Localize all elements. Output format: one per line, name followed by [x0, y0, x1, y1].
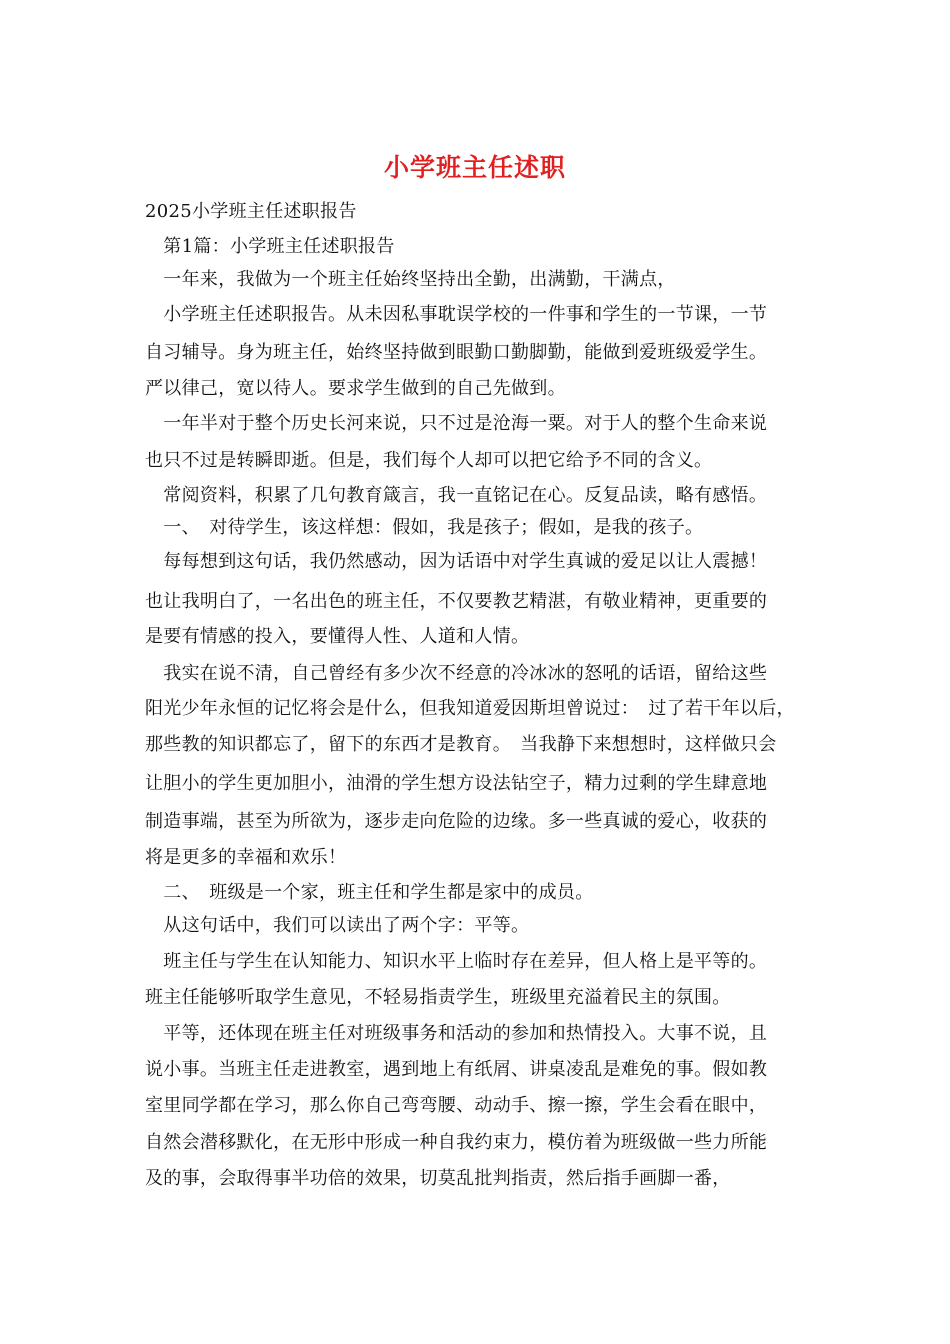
- body-line: 自习辅导。身为班主任，始终坚持做到眼勤口勤脚勤，能做到爱班级爱学生。: [145, 342, 768, 363]
- body-line: 也让我明白了，一名出色的班主任，不仅要教艺精湛，有敬业精神，更重要的: [145, 591, 768, 612]
- body-line: 严以律己，宽以待人。要求学生做到的自己先做到。: [145, 378, 566, 399]
- body-line: 从这句话中，我们可以读出了两个字：平等。: [145, 915, 530, 936]
- body-line: 将是更多的幸福和欢乐！: [145, 847, 347, 868]
- body-line: 我实在说不清，自己曾经有多少次不经意的冷冰冰的怒吼的话语，留给这些: [145, 663, 768, 684]
- body-line: 班主任能够听取学生意见，不轻易指责学生，班级里充溢着民主的氛围。: [145, 987, 731, 1008]
- body-line: 制造事端，甚至为所欲为，逐步走向危险的边缘。多一些真诚的爱心，收获的: [145, 811, 768, 832]
- body-line: 及的事，会取得事半功倍的效果，切莫乱批判指责，然后指手画脚一番，: [145, 1168, 731, 1189]
- body-line: 小学班主任述职报告。从未因私事耽误学校的一件事和学生的一节课，一节: [145, 304, 768, 325]
- body-line: 一、 对待学生，该这样想：假如，我是孩子；假如，是我的孩子。: [145, 517, 704, 538]
- body-line: 自然会潜移默化，在无形中形成一种自我约束力，模仿着为班级做一些力所能: [145, 1132, 768, 1153]
- body-line: 是要有情感的投入，要懂得人性、人道和人情。: [145, 626, 530, 647]
- body-line: 说小事。当班主任走进教室，遇到地上有纸屑、讲桌凌乱是难免的事。假如教: [145, 1059, 768, 1080]
- body-line: 二、 班级是一个家，班主任和学生都是家中的成员。: [145, 882, 594, 903]
- body-line: 每每想到这句话，我仍然感动，因为话语中对学生真诚的爱足以让人震撼！: [145, 551, 768, 572]
- body-line: 一年来，我做为一个班主任始终坚持出全勤，出满勤，干满点，: [145, 269, 676, 290]
- document-title: 小学班主任述职: [383, 153, 566, 182]
- body-line: 一年半对于整个历史长河来说，只不过是沧海一粟。对于人的整个生命来说: [145, 413, 768, 434]
- body-line: 常阅资料，积累了几句教育箴言，我一直铭记在心。反复品读，略有感悟。: [145, 485, 768, 506]
- body-line: 让胆小的学生更加胆小，油滑的学生想方设法钻空子，精力过剩的学生肆意地: [145, 773, 768, 794]
- body-line: 那些教的知识都忘了，留下的东西才是教育。 当我静下来想想时，这样做只会: [145, 734, 777, 755]
- body-line: 2025小学班主任述职报告: [145, 201, 357, 222]
- body-line: 阳光少年永恒的记忆将会是什么，但我知道爱因斯坦曾说过： 过了若干年以后，: [145, 698, 795, 719]
- body-line: 室里同学都在学习，那么你自己弯弯腰、动动手、擦一擦，学生会看在眼中，: [145, 1095, 768, 1116]
- body-line: 第1篇：小学班主任述职报告: [145, 236, 395, 257]
- body-line: 班主任与学生在认知能力、知识水平上临时存在差异，但人格上是平等的。: [145, 951, 768, 972]
- body-line: 也只不过是转瞬即逝。但是，我们每个人却可以把它给予不同的含义。: [145, 450, 713, 471]
- body-line: 平等，还体现在班主任对班级事务和活动的参加和热情投入。大事不说，且: [145, 1023, 768, 1044]
